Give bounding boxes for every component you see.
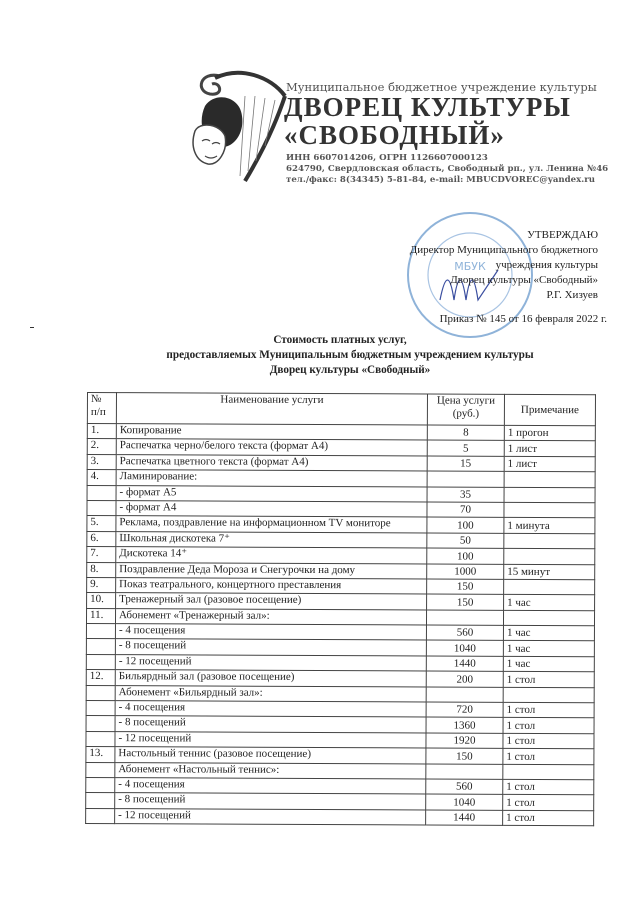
row-number: 10. — [87, 593, 116, 609]
service-name: Абонемент «Бильярдный зал»: — [115, 685, 426, 702]
price: 100 — [427, 548, 504, 564]
service-name: Реклама, поздравление на информационном TV мониторе — [116, 516, 427, 533]
service-name: - 8 посещений — [115, 716, 426, 733]
letterhead-inn: ИНН 6607014206, ОГРН 1126607000123 — [286, 153, 488, 163]
note — [504, 548, 595, 564]
service-name: Показ театрального, концертного преставления — [116, 578, 427, 595]
letterhead-name-line1: ДВОРЕЦ КУЛЬТУРЫ — [284, 92, 571, 122]
note — [503, 687, 594, 703]
service-name: - 8 посещений — [115, 793, 426, 810]
note: 1 стол — [503, 749, 594, 765]
service-name: Поздравление Деда Мороза и Снегурочки на дому — [116, 562, 427, 579]
row-number: 11. — [86, 608, 115, 624]
approval-heading: УТВЕРЖДАЮ — [527, 229, 598, 241]
row-number — [87, 500, 116, 516]
price: 15 — [427, 456, 504, 472]
note: 1 час — [503, 625, 594, 641]
price: 1360 — [426, 717, 503, 733]
letterhead-address: 624790, Свердловская область, Свободный рп., ул. Ленина №46 — [286, 164, 609, 174]
table-header-row — [87, 393, 595, 426]
price: 150 — [427, 579, 504, 595]
doc-title-line2: предоставляемых Муниципальным бюджетным учреждением культуры — [166, 349, 534, 361]
price: 8 — [427, 425, 504, 441]
theatre-masks-logo — [190, 66, 290, 186]
approval-order: Приказ № 145 от 16 февраля 2022 г. — [439, 313, 607, 325]
note: 1 стол — [503, 702, 594, 718]
header-note: Примечание — [504, 394, 595, 425]
row-number: 8. — [87, 562, 116, 578]
row-number — [86, 624, 115, 640]
service-name: Копирование — [116, 424, 427, 441]
service-name: - 4 посещения — [115, 624, 426, 641]
price: 50 — [427, 533, 504, 549]
price: 100 — [427, 517, 504, 533]
price: 200 — [426, 671, 503, 687]
row-number — [86, 731, 115, 747]
row-number: 7. — [87, 547, 116, 563]
price-table — [85, 392, 596, 826]
service-name: Дискотека 14⁺ — [116, 547, 427, 564]
approval-signatory: Р.Г. Хизуев — [546, 289, 598, 301]
note: 1 лист — [504, 456, 595, 472]
service-name: - формат А5 — [116, 485, 427, 502]
service-name: - 8 посещений — [115, 639, 426, 656]
note — [504, 502, 595, 518]
row-number: 4. — [87, 470, 116, 486]
note: 1 час — [503, 656, 594, 672]
note: 1 стол — [503, 733, 594, 749]
row-number — [86, 777, 115, 793]
service-name: Ламинирование: — [116, 470, 427, 487]
note: 1 час — [504, 595, 595, 611]
header-price: Цена услуги (руб.) — [427, 394, 504, 425]
row-number: 12. — [86, 670, 115, 686]
row-number — [86, 654, 115, 670]
letterhead-contacts: тел./факс: 8(34345) 5-81-84, e-mail: MBUCDVOREC@yandex.ru — [286, 175, 596, 185]
approval-position: Директор Муниципального бюджетного — [409, 244, 598, 256]
price: 35 — [427, 487, 504, 503]
price: 1440 — [426, 656, 503, 672]
row-number — [86, 762, 115, 778]
note: 1 стол — [503, 718, 594, 734]
row-number — [86, 685, 115, 701]
note — [504, 533, 595, 549]
service-name: Распечатка цветного текста (формат А4) — [116, 454, 427, 471]
row-number: 3. — [87, 454, 116, 470]
service-name: - 12 посещений — [115, 654, 426, 671]
row-number: 1. — [87, 424, 116, 440]
price: 1000 — [427, 563, 504, 579]
service-name: Абонемент «Настольный теннис»: — [115, 762, 426, 779]
doc-title-line1: Стоимость платных услуг, — [273, 334, 407, 346]
service-name: Школьная дискотека 7⁺ — [116, 531, 427, 548]
service-name: Настольный теннис (разовое посещение) — [115, 747, 426, 764]
service-name: Распечатка черно/белого текста (формат А4) — [116, 439, 427, 456]
price: 1440 — [426, 810, 503, 826]
row-number — [86, 716, 115, 732]
row-number — [86, 701, 115, 717]
note: 1 лист — [504, 441, 595, 457]
row-number — [87, 485, 116, 501]
svg-text:МБУК: МБУК — [454, 260, 486, 273]
note — [503, 610, 594, 626]
row-number — [86, 808, 115, 824]
service-name: - формат А4 — [116, 501, 427, 518]
price: 560 — [426, 779, 503, 795]
note: 1 прогон — [504, 425, 595, 441]
header-number: № п/п — [87, 393, 116, 424]
price: 5 — [427, 440, 504, 456]
letterhead-subtitle: Муниципальное бюджетное учреждение культуры — [286, 80, 597, 94]
note — [504, 487, 595, 503]
row-number: 6. — [87, 531, 116, 547]
service-name: Абонемент «Тренажерный зал»: — [115, 608, 426, 625]
price — [427, 471, 504, 487]
row-number — [86, 639, 115, 655]
note: 1 час — [503, 641, 594, 657]
note: 1 стол — [503, 810, 594, 826]
price: 1040 — [426, 640, 503, 656]
note: 15 минут — [504, 564, 595, 580]
note — [504, 471, 595, 487]
price: 150 — [427, 594, 504, 610]
note: 1 стол — [503, 672, 594, 688]
service-name: Тренажерный зал (разовое посещение) — [116, 593, 427, 610]
service-name: - 12 посещений — [115, 808, 426, 825]
letterhead-name-line2: «СВОБОДНЫЙ» — [284, 120, 505, 150]
price: 560 — [426, 625, 503, 641]
service-name: - 4 посещения — [115, 778, 426, 795]
approval-org-name: Дворец культуры «Свободный» — [450, 274, 598, 286]
note — [504, 579, 595, 595]
header-service: Наименование услуги — [116, 393, 427, 425]
row-number: 13. — [86, 747, 115, 763]
service-name: - 12 посещений — [115, 731, 426, 748]
approval-institution: учреждения культуры — [495, 259, 598, 271]
note: 1 стол — [503, 779, 594, 795]
row-number — [86, 793, 115, 809]
price: 1040 — [426, 794, 503, 810]
price — [426, 764, 503, 780]
note: 1 минута — [504, 518, 595, 534]
table-row — [86, 808, 594, 826]
price — [426, 610, 503, 626]
price — [426, 687, 503, 703]
note: 1 стол — [503, 795, 594, 811]
row-number: 2. — [87, 439, 116, 455]
service-name: Бильярдный зал (разовое посещение) — [115, 670, 426, 687]
price: 70 — [427, 502, 504, 518]
note — [503, 764, 594, 780]
doc-title-line3: Дворец культуры «Свободный» — [269, 364, 431, 376]
scan-mark — [30, 327, 34, 328]
price: 1920 — [426, 733, 503, 749]
row-number: 9. — [87, 577, 116, 593]
price: 150 — [426, 748, 503, 764]
row-number: 5. — [87, 516, 116, 532]
price: 720 — [426, 702, 503, 718]
service-name: - 4 посещения — [115, 701, 426, 718]
